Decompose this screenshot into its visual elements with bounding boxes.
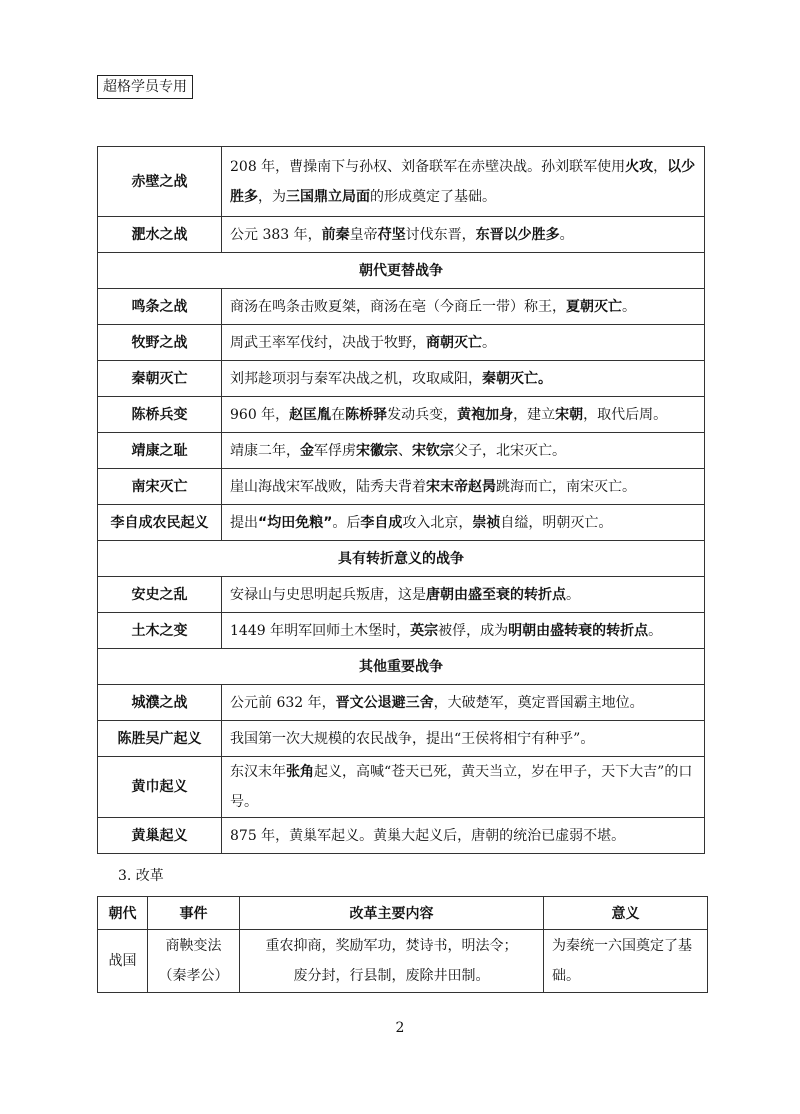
war-row (98, 397, 705, 433)
war-description (222, 818, 705, 854)
text-run: 刘邦趁项羽与秦军决战之机，攻取咸阳， (230, 370, 482, 387)
page-number: 2 (395, 1020, 405, 1036)
war-name: 黄巢起义 (98, 818, 222, 854)
emphasis-text: 前秦 (321, 226, 350, 243)
section-row (98, 253, 705, 289)
wars-table (97, 146, 705, 854)
text-run: 攻入北京， (402, 514, 473, 531)
war-name: 南宋灭亡 (98, 469, 222, 505)
text-run: 父子，北宋灭亡。 (454, 442, 566, 459)
war-row (98, 685, 705, 721)
war-description (222, 325, 705, 361)
emphasis-text: 宋朝 (555, 406, 584, 423)
war-name: 陈胜吴广起义 (98, 721, 222, 757)
reform-event (148, 930, 240, 993)
emphasis-text: 明朝由盛转衰的转折点 (508, 622, 649, 639)
war-row (98, 757, 705, 818)
text-run: ，为 (258, 188, 286, 205)
emphasis-text: 三国鼎立局面 (286, 188, 370, 205)
emphasis-text: 金 (300, 442, 314, 459)
section-heading-reform: 3. 改革 (118, 868, 164, 884)
reform-content (240, 930, 544, 993)
emphasis-text: 宋钦宗 (412, 442, 454, 459)
text-run: 。后 (332, 514, 361, 531)
text-run: 商汤在鸣条击败夏桀，商汤在亳（今商丘一带）称王， (230, 298, 566, 315)
reform-event-name: 商鞅变法 (165, 938, 222, 954)
section-row (98, 649, 705, 685)
war-row (98, 289, 705, 325)
text-run: 周武王率军伐纣，决战于牧野， (230, 334, 426, 351)
war-name: 靖康之耻 (98, 433, 222, 469)
emphasis-text: 崇祯 (472, 514, 501, 531)
war-name: 陈桥兵变 (98, 397, 222, 433)
text-run: 。 (482, 334, 496, 351)
text-run: 875 年，黄巢军起义。黄巢大起义后，唐朝的统治已虚弱不堪。 (230, 827, 626, 844)
reform-event-ruler: （秦孝公） (158, 968, 229, 984)
war-row (98, 818, 705, 854)
emphasis-text: 陈桥驿 (345, 406, 388, 423)
war-name: 鸣条之战 (98, 289, 222, 325)
text-run: 公元前 632 年， (230, 694, 336, 711)
text-run: 崖山海战宋军战败，陆秀夫背着 (230, 478, 426, 495)
war-name: 秦朝灭亡 (98, 361, 222, 397)
reform-table (97, 896, 708, 993)
text-run: 。 (566, 586, 580, 603)
war-description (222, 685, 705, 721)
war-name: 黄巾起义 (98, 757, 222, 818)
war-description (222, 757, 705, 818)
war-row (98, 469, 705, 505)
war-row (98, 505, 705, 541)
watermark-label: 超格学员专用 (97, 75, 193, 99)
text-run: 安禄山与史思明起兵叛唐，这是 (230, 586, 426, 603)
war-name: 土木之变 (98, 613, 222, 649)
text-run: 、 (398, 442, 412, 459)
emphasis-text: 英宗 (410, 622, 439, 639)
text-run: 我国第一次大规模的农民战争，提出“王侯将相宁有种乎”。 (230, 730, 595, 747)
war-name: 淝水之战 (98, 217, 222, 253)
reform-meaning: 为秦统一六国奠定了基础。 (544, 930, 708, 993)
text-run: 的形成奠定了基础。 (370, 188, 496, 205)
war-row (98, 361, 705, 397)
header-dynasty: 朝代 (98, 897, 148, 930)
text-run: 被俘，成为 (438, 622, 509, 639)
war-description (222, 147, 705, 217)
war-description (222, 397, 705, 433)
text-run: 讨伐东晋， (405, 226, 476, 243)
emphasis-text: 秦朝灭亡。 (482, 370, 552, 387)
header-meaning: 意义 (544, 897, 708, 930)
text-run: 起义，高喊“苍天已死，黄天当立，岁在甲子，天下大吉”的口号。 (230, 764, 693, 810)
text-run: 。 (559, 226, 574, 243)
emphasis-text: 晋文公退避三舍 (335, 694, 434, 711)
war-description (222, 469, 705, 505)
text-run: ，建立 (513, 406, 556, 423)
emphasis-text: “均田免粮” (258, 514, 333, 531)
war-description (222, 577, 705, 613)
emphasis-text: 商朝灭亡 (426, 334, 482, 351)
text-run: 在 (331, 406, 346, 423)
war-description (222, 613, 705, 649)
text-run: ，大破楚军，奠定晋国霸主地位。 (433, 694, 644, 711)
emphasis-text: 张角 (286, 764, 314, 780)
emphasis-text: 夏朝灭亡 (566, 298, 622, 315)
text-run: 208 年，曹操南下与孙权、刘备联军在赤壁决战。孙刘联军使用 (230, 158, 626, 175)
war-row (98, 577, 705, 613)
text-run: 自缢，明朝灭亡。 (500, 514, 613, 531)
emphasis-text: 宋末帝赵昺 (426, 478, 496, 495)
war-row (98, 325, 705, 361)
war-row (98, 147, 705, 217)
war-description (222, 505, 705, 541)
war-name: 李自成农民起义 (98, 505, 222, 541)
war-name: 赤壁之战 (98, 147, 222, 217)
war-row (98, 433, 705, 469)
war-description (222, 289, 705, 325)
header-event: 事件 (148, 897, 240, 930)
emphasis-text: 黄袍加身 (457, 406, 514, 423)
text-run: 靖康二年， (230, 442, 300, 459)
war-row (98, 613, 705, 649)
text-run: 提出 (230, 514, 258, 531)
text-run: 东汉末年 (230, 764, 286, 780)
text-run: 军俘虏 (314, 442, 356, 459)
text-run: 皇帝 (349, 226, 378, 243)
emphasis-text: 苻坚 (377, 226, 406, 243)
text-run: 1449 年明军回师土木堡时， (230, 622, 411, 639)
emphasis-text: 东晋以少胜多 (475, 226, 560, 243)
section-title-dynasty-wars: 朝代更替战争 (98, 253, 705, 289)
emphasis-text: 唐朝由盛至衰的转折点 (426, 586, 566, 603)
section-row (98, 541, 705, 577)
reform-header-row (98, 897, 708, 930)
war-row (98, 721, 705, 757)
war-description (222, 217, 705, 253)
text-run: 。 (648, 622, 663, 639)
war-name: 安史之乱 (98, 577, 222, 613)
war-description (222, 361, 705, 397)
text-run: 发动兵变， (387, 406, 458, 423)
reform-dynasty: 战国 (98, 930, 148, 993)
war-name: 牧野之战 (98, 325, 222, 361)
war-name: 城濮之战 (98, 685, 222, 721)
text-run: 960 年， (230, 406, 290, 423)
emphasis-text: 赵匡胤 (289, 406, 332, 423)
emphasis-text: 李自成 (360, 514, 403, 531)
reform-content-line2: 废分封，行县制，废除井田制。 (293, 968, 490, 984)
section-title-other-wars: 其他重要战争 (98, 649, 705, 685)
emphasis-text: 火攻 (625, 158, 654, 175)
reform-content-line1: 重农抑商，奖励军功，焚诗书，明法令； (265, 938, 518, 954)
text-run: 。 (622, 298, 636, 315)
war-row (98, 217, 705, 253)
text-run: ， (653, 158, 668, 175)
reform-row (98, 930, 708, 993)
war-description (222, 721, 705, 757)
text-run: 跳海而亡，南宋灭亡。 (496, 478, 636, 495)
section-title-turning-wars: 具有转折意义的战争 (98, 541, 705, 577)
emphasis-text: 宋徽宗 (356, 442, 398, 459)
text-run: ，取代后周。 (583, 406, 668, 423)
header-content: 改革主要内容 (240, 897, 544, 930)
emphasis-text: 以少胜多 (230, 158, 696, 205)
war-description (222, 433, 705, 469)
text-run: 公元 383 年， (230, 226, 322, 243)
